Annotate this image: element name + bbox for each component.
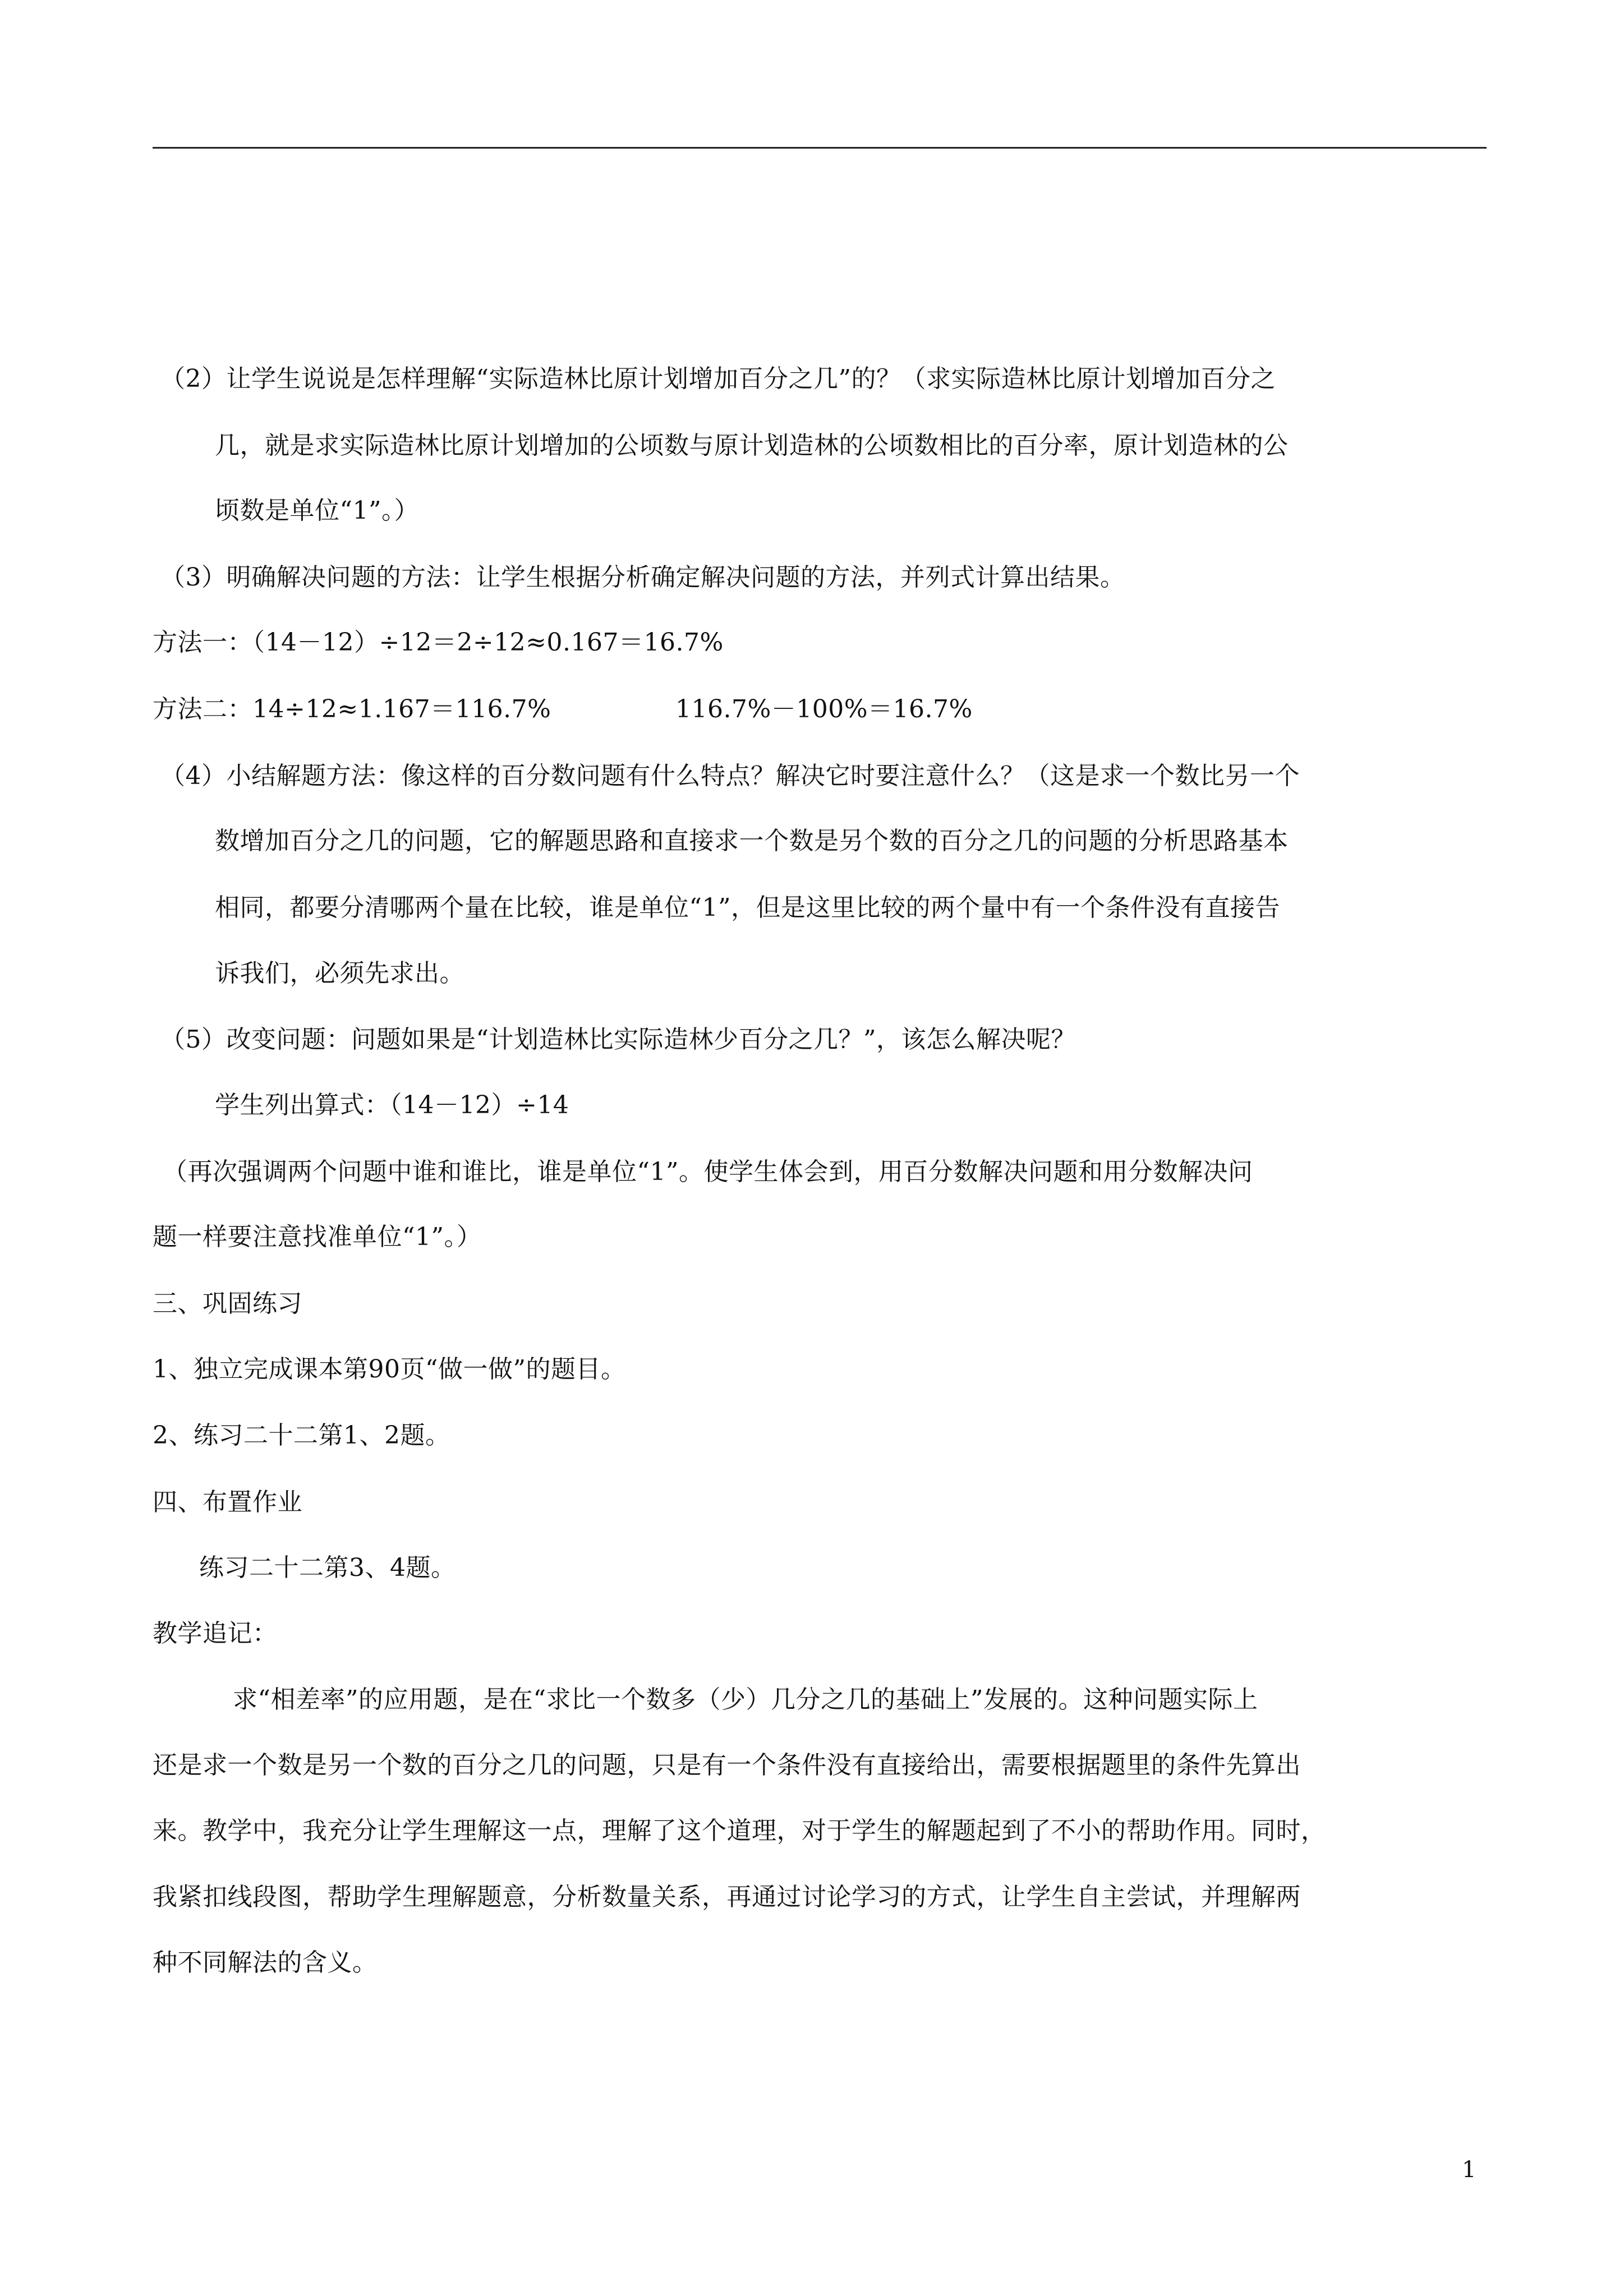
text-line: 诉我们，必须先求出。 — [215, 959, 464, 988]
text-line: （再次强调两个问题中谁和谁比，谁是单位“1”。使学生体会到，用百分数解决问题和用分数解决问 — [163, 1158, 1253, 1186]
text-line: （2）让学生说说是怎样理解“实际造林比原计划增加百分之几”的？（求实际造林比原计划增加百分之 — [160, 365, 1276, 393]
text-line: 几，就是求实际造林比原计划增加的公顷数与原计划造林的公顷数相比的百分率，原计划造林的公 — [215, 431, 1289, 460]
text-line: 顷数是单位“1”。） — [215, 496, 419, 525]
text-line: （5）改变问题：问题如果是“计划造林比实际造林少百分之几？”，该怎么解决呢？ — [160, 1025, 1076, 1054]
text-line: 相同，都要分清哪两个量在比较，谁是单位“1”，但是这里比较的两个量中有一个条件没有直接告 — [215, 893, 1280, 922]
text-line: （3）明确解决问题的方法：让学生根据分析确定解决问题的方法，并列式计算出结果。 — [160, 563, 1125, 592]
text-line: 116.7%－100%＝16.7% — [675, 695, 973, 723]
text-line: 还是求一个数是另一个数的百分之几的问题，只是有一个条件没有直接给出，需要根据题里的条件先算出 — [153, 1751, 1301, 1779]
text-line: （4）小结解题方法：像这样的百分数问题有什么特点？解决它时要注意什么？（这是求一个数比另一个 — [160, 762, 1300, 790]
text-line: 我紧扣线段图，帮助学生理解题意，分析数量关系，再通过讨论学习的方式，让学生自主尝试，并理解两 — [153, 1883, 1301, 1911]
section-heading: 教学追记： — [153, 1619, 278, 1648]
text-line: 种不同解法的含义。 — [153, 1948, 378, 1977]
text-line: 求“相差率”的应用题，是在“求比一个数多（少）几分之几的基础上”发展的。这种问题实际上 — [233, 1685, 1258, 1714]
text-line: 题一样要注意找准单位“1”。） — [153, 1223, 482, 1251]
text-line: 方法二：14÷12≈1.167＝116.7% — [153, 695, 551, 723]
text-line: 来。教学中，我充分让学生理解这一点，理解了这个道理，对于学生的解题起到了不小的帮助作用。同时， — [153, 1816, 1326, 1845]
text-line: 练习二十二第3、4题。 — [199, 1553, 456, 1582]
section-heading: 四、布置作业 — [153, 1488, 302, 1516]
text-line: 1、独立完成课本第90页“做一做”的题目。 — [153, 1355, 626, 1384]
text-line: 2、练习二十二第1、2题。 — [153, 1421, 450, 1450]
text-line: 方法一：（14－12）÷12＝2÷12≈0.167＝16.7% — [153, 628, 724, 657]
section-heading: 三、巩固练习 — [153, 1289, 302, 1318]
text-line: 数增加百分之几的问题，它的解题思路和直接求一个数是另个数的百分之几的问题的分析思路基本 — [215, 827, 1289, 855]
page-number: 1 — [1462, 2157, 1476, 2183]
header-rule — [153, 147, 1487, 149]
text-line: 学生列出算式：（14－12）÷14 — [215, 1091, 569, 1119]
